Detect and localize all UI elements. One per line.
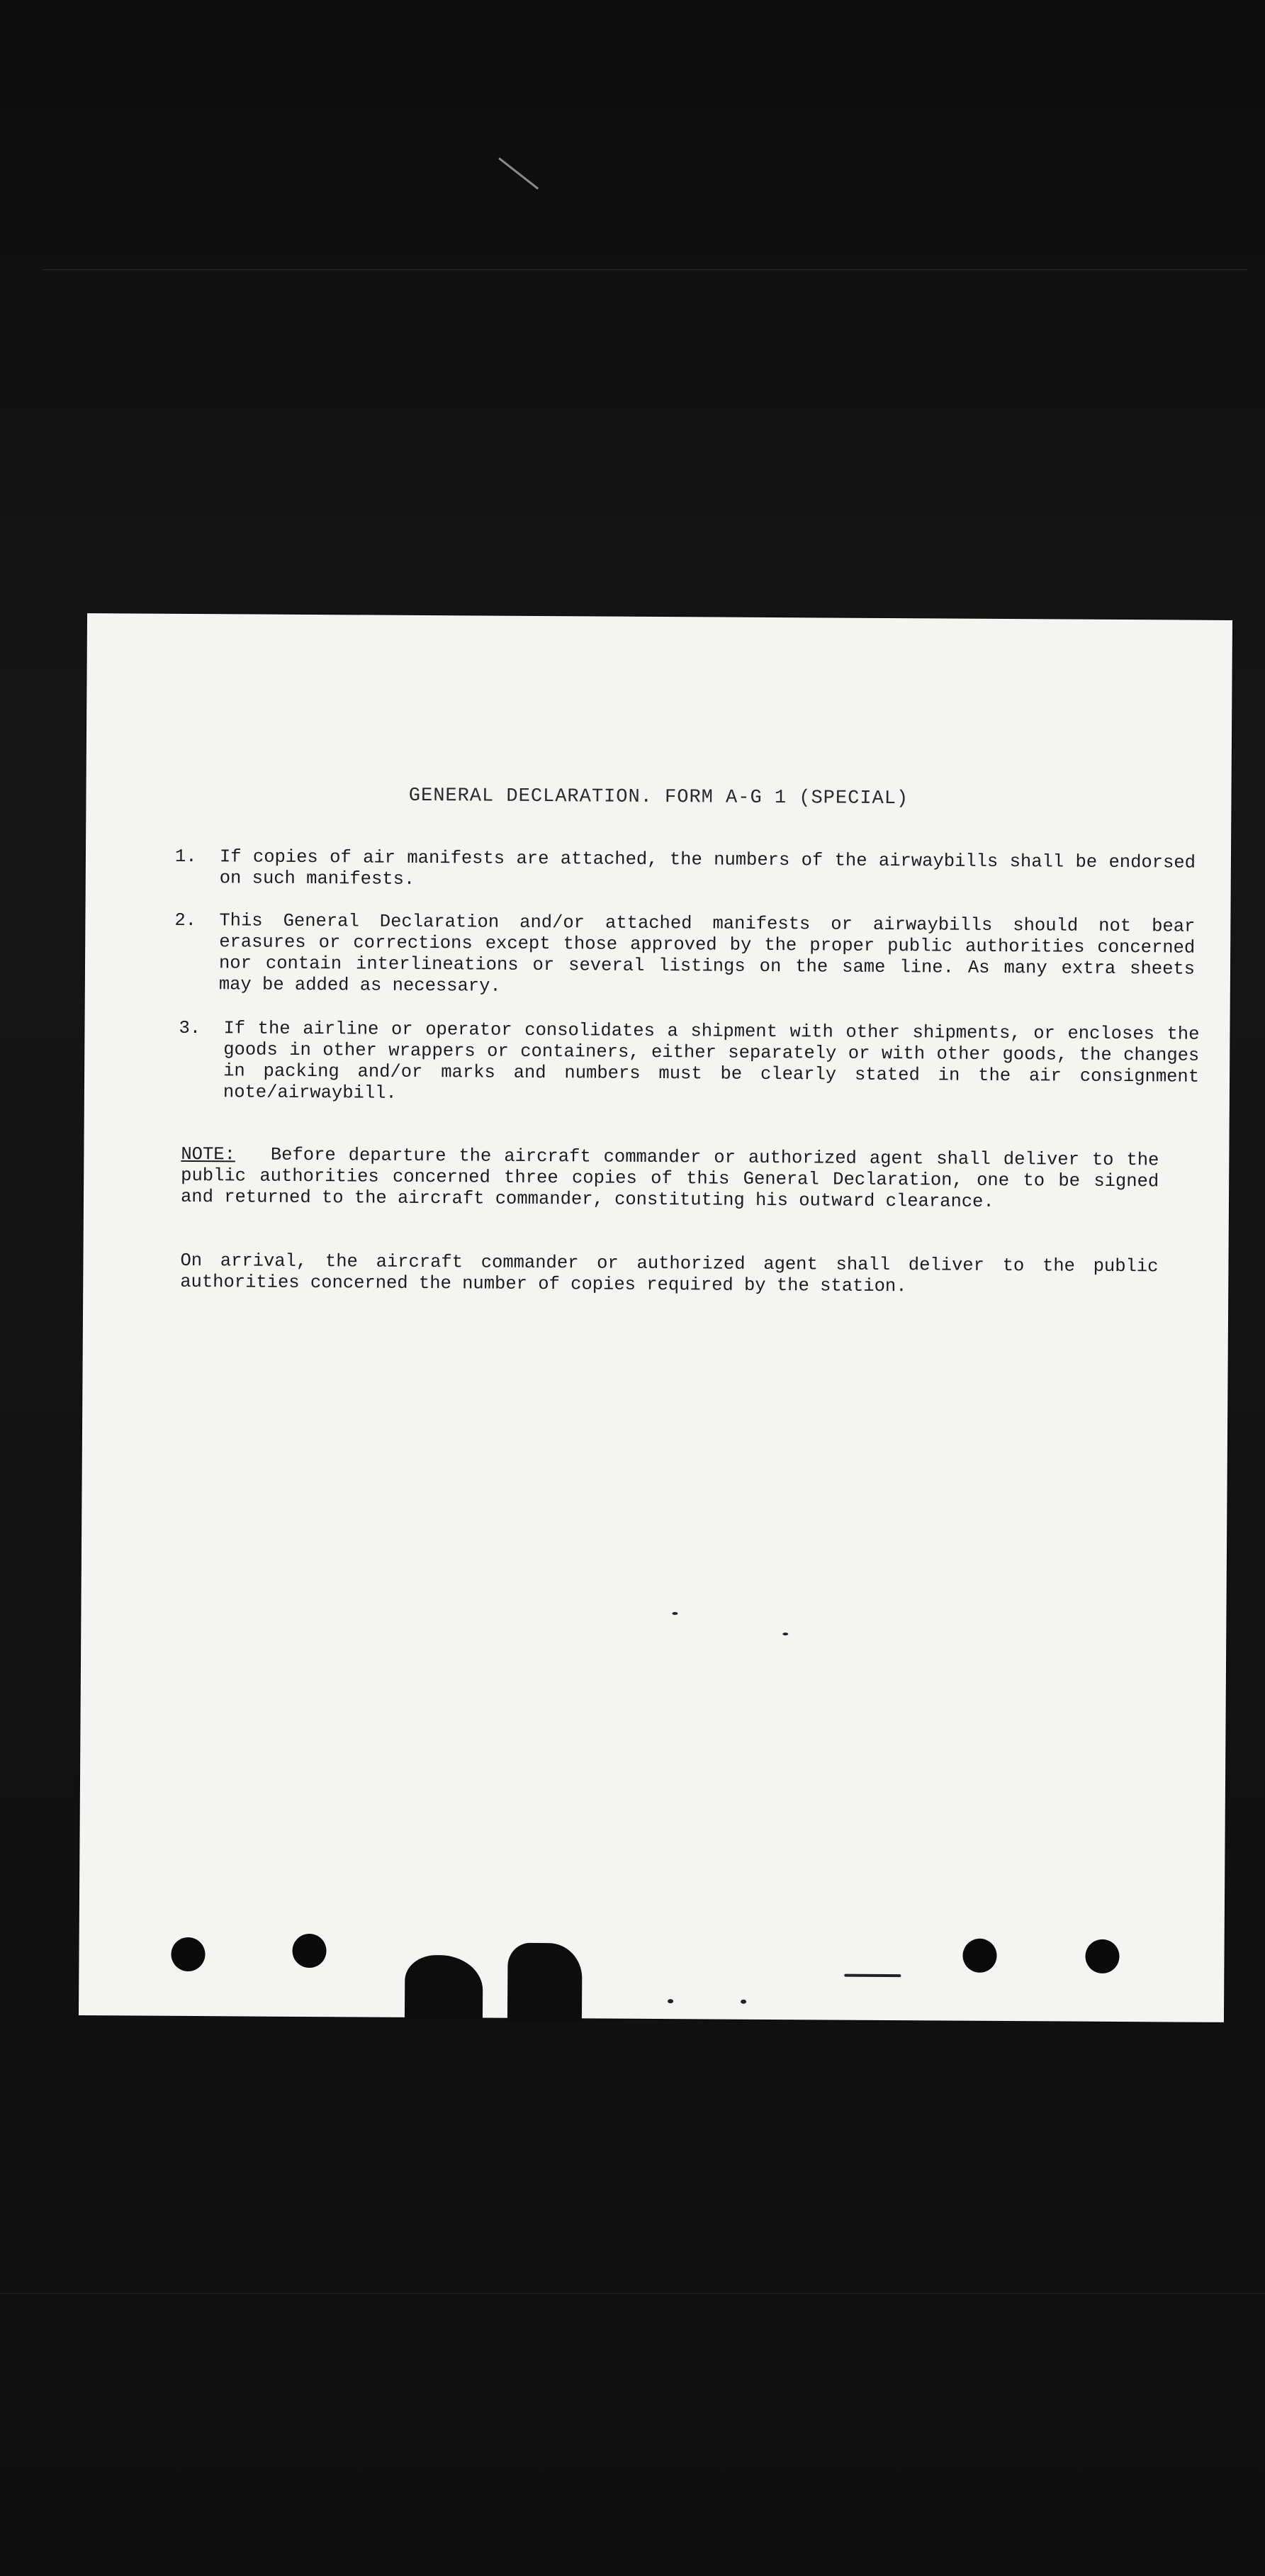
item-number: 3. — [179, 1017, 201, 1039]
punch-hole — [1085, 1939, 1119, 1973]
item-text: This General Declaration and/or attached manifests or airwaybills should not bear erasures or corrections except those approved by the proper public authorities concerned nor contain interlineations or several listings on the same line. As many extra sheets may be added as necessary. — [218, 910, 1196, 997]
item-number: 1. — [174, 846, 197, 868]
note-text: Before departure the aircraft commander or authorized agent shall deliver to the public authorities concerned three copies of this General Declaration, one to be signed and returned to the aircraft commander, constituting his outward clearance. — [180, 1144, 1159, 1212]
speck — [741, 2000, 746, 2004]
item-text: If the airline or operator consolidates a shipment with other shipments, or encloses the goods in other wrappers or containers, either separately or with other goods, the changes in packing and/or marks and numbers must be clearly stated in the air consignment note/airwaybill. — [223, 1018, 1200, 1104]
document-title: GENERAL DECLARATION. FORM A-G 1 (SPECIAL) — [408, 785, 909, 810]
document-page — [79, 613, 1232, 2022]
punch-hole — [292, 1934, 326, 1968]
film-scratch — [0, 2293, 1265, 2294]
punch-hole — [171, 1937, 205, 1971]
item-number: 2. — [174, 909, 197, 931]
punch-hole — [962, 1939, 996, 1973]
speck — [668, 1999, 673, 2003]
torn-edge — [507, 1943, 583, 2022]
declaration-item — [174, 846, 1196, 890]
speck — [782, 1633, 788, 1635]
arrival-paragraph: On arrival, the aircraft commander or authorized agent shall deliver to the public authorities concerned the number of copies required by the station. — [180, 1250, 1159, 1297]
note-paragraph — [181, 1144, 1159, 1214]
torn-edge — [405, 1955, 483, 2020]
declaration-item — [179, 1017, 1200, 1104]
film-scratch — [43, 269, 1247, 270]
speck — [844, 1974, 901, 1977]
declaration-item — [174, 909, 1196, 997]
note-label: NOTE: — [181, 1143, 235, 1165]
item-text: If copies of air manifests are attached, the numbers of the airwaybills shall be endorsed on such manifests. — [219, 846, 1196, 890]
speck — [672, 1612, 678, 1615]
